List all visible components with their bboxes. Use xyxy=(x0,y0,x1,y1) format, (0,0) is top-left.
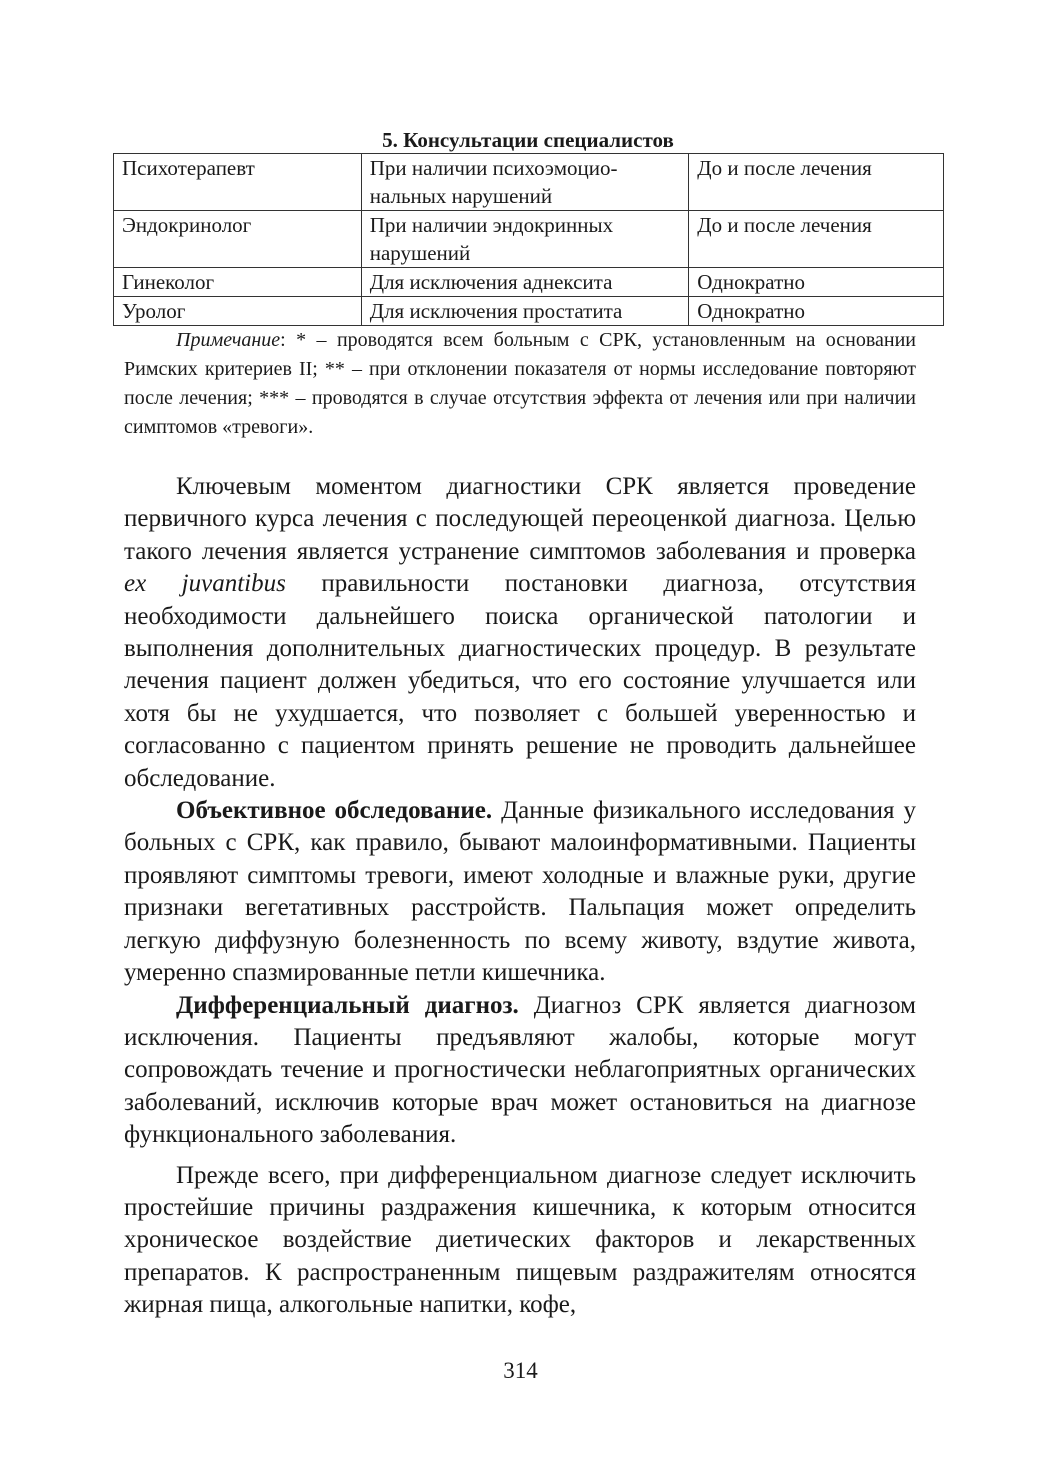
body-text xyxy=(124,471,916,1322)
specialist-cell: Психотерапевт xyxy=(114,154,362,211)
indication-cell: Для исключения простатита xyxy=(361,297,689,326)
paragraph-causes: Прежде всего, при дифференциальном диагнозе следует исключить простейшие причины раздражения кишечника, к которым относится хроническое воздействие диетических факторов и лекарственных препаратов. К распространенным пищевым раздражителям относятся жирная пища, алкогольные напитки, кофе, xyxy=(124,1161,916,1319)
paragraph-text: Ключевым моментом диагностики СРК является проведение первичного курса лечения с последующей переоценкой диагноза. Целью такого лечения является устранение симптомов заболевания и проверка xyxy=(124,473,916,565)
paragraph-text: Данные физикального исследования у больных с СРК, как правило, бывают малоинформативными. Пациенты проявляют симптомы тревоги, имеют холодные и влажные руки, другие признаки вегетативных расстройств. Пальпация может определить легкую диффузную болезненность по всему животу, вздутие живота, умеренно спазмированные петли кишечника. xyxy=(124,797,917,987)
table-row xyxy=(114,154,944,211)
section-title: 5. Консультации специалистов xyxy=(382,128,674,152)
specialist-cell: Уролог xyxy=(114,297,362,326)
table-row xyxy=(114,268,944,297)
paragraph-differential-diagnosis xyxy=(124,990,916,1152)
timing-cell: До и после лечения xyxy=(689,154,944,211)
indication-cell: При наличии эндокринных нарушений xyxy=(361,211,689,268)
table-row xyxy=(114,211,944,268)
indication-cell: Для исключения аднексита xyxy=(361,268,689,297)
timing-cell: До и после лечения xyxy=(689,211,944,268)
table-row xyxy=(114,297,944,326)
page-number: 314 xyxy=(503,1358,538,1383)
specialist-consultations-table xyxy=(113,153,944,326)
latin-term: ex juvantibus xyxy=(124,570,286,598)
paragraph-text: Диагноз СРК является диагнозом исключения. Пациенты предъявляют жалобы, которые могут сопровождать течение и прогностически неблагоприятных органических заболеваний, исключив которые врач может остановиться на диагнозе функционального заболевания. xyxy=(124,991,916,1149)
paragraph-text: правильности постановки диагноза, отсутствия необходимости дальнейшего поиска органической патологии и выполнения дополнительных диагностических процедур. В результате лечения пациент должен убедиться, что его состояние улучшается или хотя бы не ухудшается, что позволяет с большей уверенностью и согласованно с пациентом принять решение не проводить дальнейшее обследование. xyxy=(124,570,916,792)
indication-cell: При наличии психоэмоцио-нальных нарушений xyxy=(361,154,689,211)
paragraph-heading: Объективное обследование. xyxy=(176,797,493,825)
paragraph-objective-exam xyxy=(124,795,916,989)
timing-cell: Однократно xyxy=(689,268,944,297)
paragraph-diagnostics xyxy=(124,471,916,795)
specialist-cell: Эндокринолог xyxy=(114,211,362,268)
specialist-cell: Гинеколог xyxy=(114,268,362,297)
note-text: : * – проводятся всем больным с СРК, установленным на основании Римских критериев II; ** – при отклонении показателя от нормы исследование повторяют после лечения; *** – проводятся в случае отсутствия эффекта от лечения или при наличии симптомов «тревоги». xyxy=(124,329,916,438)
timing-cell: Однократно xyxy=(689,297,944,326)
note-label: Примечание xyxy=(176,329,281,351)
paragraph-heading: Дифференциальный диагноз. xyxy=(176,991,519,1019)
table-note xyxy=(124,326,916,442)
